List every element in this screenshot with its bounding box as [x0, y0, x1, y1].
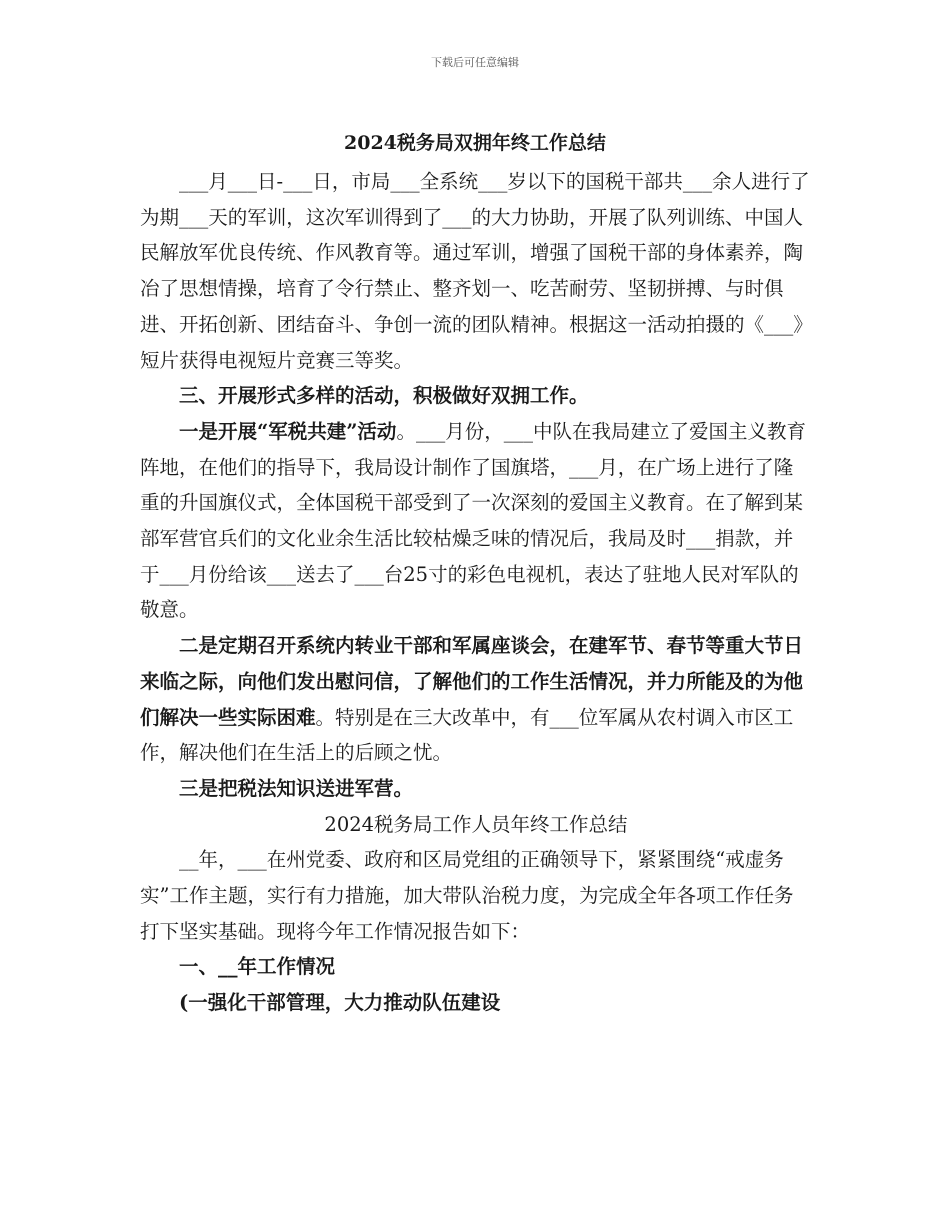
- document-title: 2024税务局双拥年终工作总结: [344, 132, 606, 154]
- paragraph-joint-construction: [140, 414, 812, 628]
- second-document-title: 2024税务局工作人员年终工作总结: [324, 812, 628, 836]
- paragraph-symposium: [140, 628, 812, 771]
- section-heading-work-status: 一、__年工作情况: [179, 955, 336, 979]
- paragraph-tax-law: 三是把税法知识送进军营。: [179, 776, 414, 800]
- page-header: 下载后可任意编辑: [431, 56, 519, 69]
- paragraph-annual-summary: __年，___在州党委、政府和区局党组的正确领导下，紧紧围绕“戒虚务实”工作主题，实行有力措施，加大带队治税力度，为完成全年各项工作任务打下坚实基础。现将今年工作情况报告如下：: [140, 848, 794, 943]
- lead-joint-construction: 一是开展“军税共建”活动: [179, 419, 397, 443]
- subsection-heading-cadre-management: (一强化干部管理，大力推动队伍建设: [179, 991, 501, 1015]
- lead-symposium: 二是定期召开系统内转业干部和军属座谈会，在建军节、春节等重大节日来临之际，向他们发出慰问信，了解他们的工作生活情况，并力所能及的为他们解决一些实际困难: [140, 634, 804, 729]
- document-body: [140, 164, 812, 1021]
- text-joint-construction: 。___月份，___中队在我局建立了爱国主义教育阵地，在他们的指导下，我局设计制作了国旗塔，___月，在广场上进行了隆重的升国旗仪式，全体国税干部受到了一次深刻的爱国主义教育。在了解到某部军营官兵们的文化业余生活比较枯燥乏味的情况后，我局及时___捐款，并于___月份给该___送去了___台25寸的彩色电视机，表达了驻地人民对军队的敬意。: [140, 419, 806, 622]
- text-symposium: 。特别是在三大改革中，有___位军属从农村调入市区工作，解决他们在生活上的后顾之忧。: [140, 705, 794, 765]
- section-heading-activities: 三、开展形式多样的活动，积极做好双拥工作。: [179, 384, 589, 408]
- paragraph-military-training: ___月___日-___日，市局___全系统___岁以下的国税干部共___余人进行了为期___天的军训，这次军训得到了___的大力协助，开展了队列训练、中国人民解放军优良传统、作风教育等。通过军训，增强了国税干部的身体素养，陶冶了思想情操，培育了令行禁止、整齐划一、吃苦耐劳、坚韧拼搏、与时俱进、开拓创新、团结奋斗、争创一流的团队精神。根据这一活动拍摄的《___》短片获得电视短片竞赛三等奖。: [140, 170, 810, 372]
